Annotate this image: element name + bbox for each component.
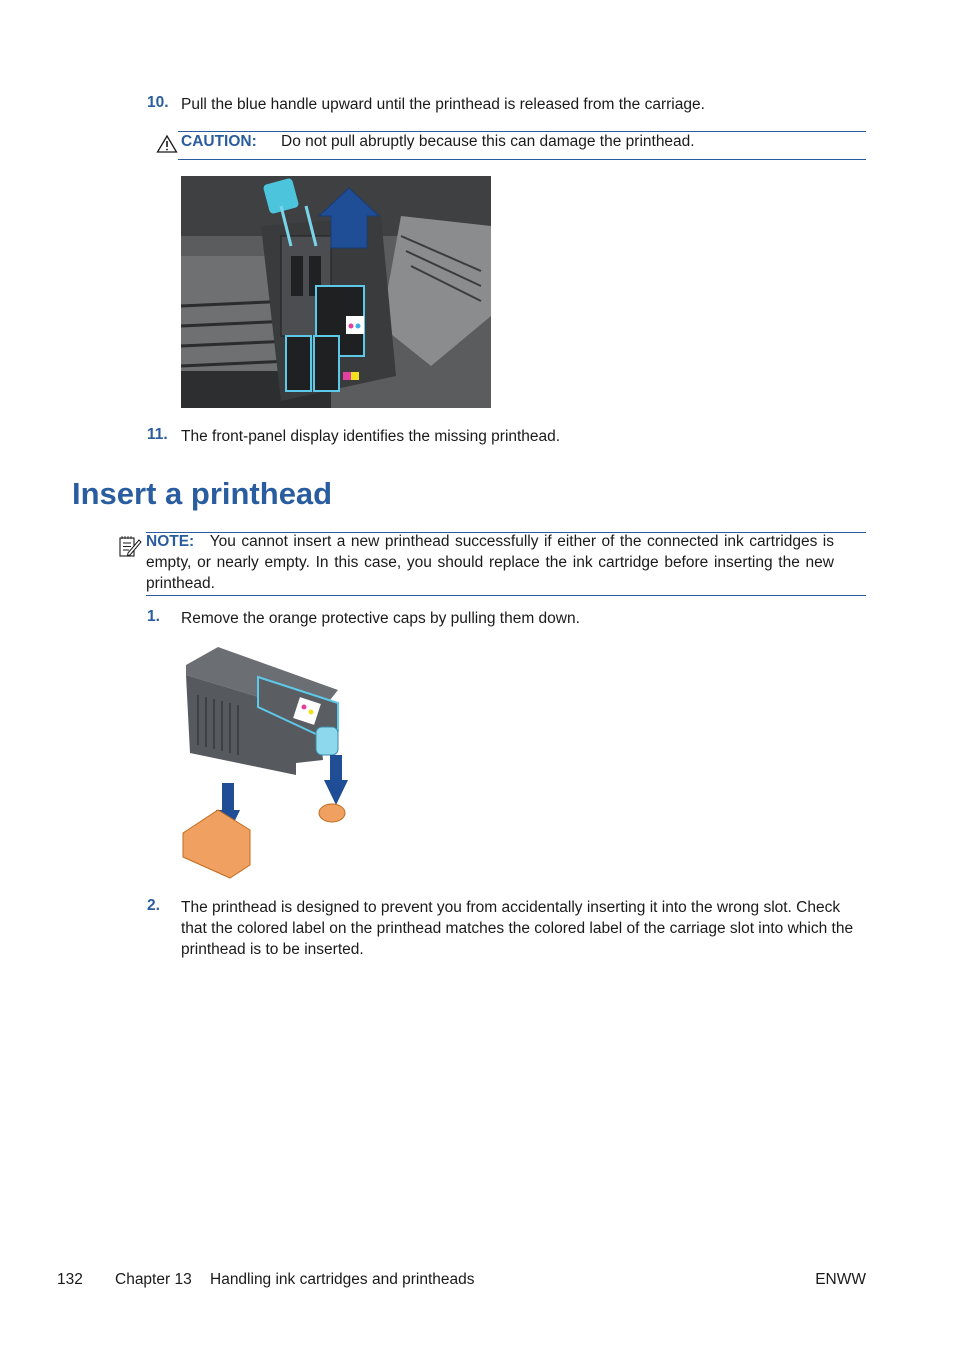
printhead-caps-illustration [178,645,358,883]
caution-text: Do not pull abruptly because this can damage the printhead. [281,133,695,150]
footer-chapter: Chapter 13 [115,1271,192,1288]
carriage-illustration [181,176,491,408]
footer-chapter-title: Handling ink cartridges and printheads [210,1271,475,1288]
section-heading: Insert a printhead [72,476,333,511]
step-text: The front-panel display identifies the missing printhead. [181,428,561,445]
step-text: Remove the orange protective caps by pulling them down. [181,610,580,627]
caution-bottom-rule [178,159,866,160]
step-number: 10. [147,94,169,111]
note-bottom-rule [146,595,866,596]
note-paragraph [146,531,834,594]
step-number: 1. [147,608,160,625]
caution-label: CAUTION: [181,133,257,150]
step-number: 2. [147,897,160,914]
note-pencil-icon [118,534,142,558]
step-text: The printhead is designed to prevent you from accidentally inserting it into the wrong slot. Check that the colored label on the printhead matches the colored label of the carriage slot into which the printhead is to be inserted. [181,899,854,958]
step-text: Pull the blue handle upward until the printhead is released from the carriage. [181,96,705,113]
warning-triangle-icon [156,134,178,154]
footer-locale: ENWW [815,1271,866,1288]
page-number: 132 [57,1271,83,1288]
step-number: 11. [147,426,168,443]
note-text: You cannot insert a new printhead successfully if either of the connected ink cartridges is empty, or nearly empty. In this case, you should replace the ink cartridge before inserting the new printhead. [146,533,835,592]
note-label: NOTE: [146,533,195,550]
